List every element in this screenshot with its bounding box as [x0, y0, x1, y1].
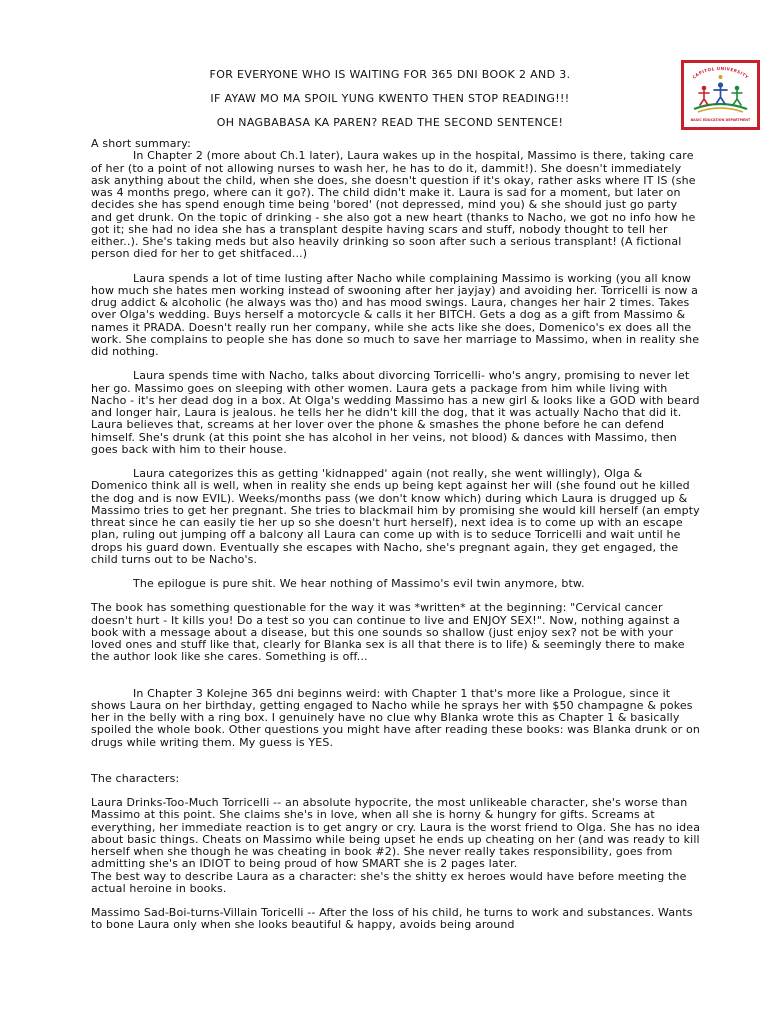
characters-heading: The characters: [91, 771, 180, 785]
paragraph-kidnapped: Laura categorizes this as getting 'kidnapped' again (not really, she went willingly), Olga & Domenico think all is well, when in reality she ends up being kept against her will (she found out he killed the dog and is now EVIL). Weeks/months pass (we don't know which) during which Laura is drugged up & Massimo tries to get her pregnant. She tries to blackmail him by promising she would kill herself (an empty threat since he can easily tie her up so she doesn't hurt herself), next idea is to come up with an escape plan, ruling out jumping off a balcony all Laura can come up with is to seduce Torricelli and wait until he drops his guard down. Eventually she escapes with Nacho, she's pregnant again, they get engaged, the child turns out to be Nacho's. [91, 467, 700, 566]
header-line-1: FOR EVERYONE WHO IS WAITING FOR 365 DNI BOOK 2 AND 3. [209, 68, 571, 81]
document-body [91, 138, 701, 932]
logo-top-text: CAPITOL UNIVERSITY [691, 65, 750, 80]
school-logo-graphic [684, 63, 757, 127]
summary-heading: A short summary: [91, 137, 191, 150]
paragraph-epilogue: The epilogue is pure shit. We hear nothing of Massimo's evil twin anymore, btw. [133, 577, 585, 590]
paragraph-cervical-cancer: The book has something questionable for the way it was *written* at the beginning: "Cervical cancer doesn't hurt - It kills you! Do a test so you can continue to live and ENJOY SEX!". Now, nothing against a book with a message about a disease, but this one sounds so shallow (just enjoy sex? not be with your loved ones and stuff like that, clearly for Blanka sex is all that there is to life) & seemingly there to make the author look like she cares. Something is off... [91, 601, 685, 664]
paragraph-lusting-nacho: Laura spends a lot of time lusting after Nacho while complaining Massimo is working (you all know how much she hates men working instead of swooning after her jayjay) and avoiding her. Torricelli is now a drug addict & alcoholic (he always was tho) and has mood swings. Laura, changes her hair 2 times. Takes over Olga's wedding. Buys herself a motorcycle & calls it her BITCH. Gets a dog as a gift from Massimo & names it PRADA. Doesn't really run her company, while she acts like she does, Domenico's ex does all the work. She complains to people she has done so much to save her marriage to Massimo, when in reality she did nothing. [91, 271, 700, 358]
paragraph-laura-summary: The best way to describe Laura as a character: she's the shitty ex heroes would have before meeting the actual heroine in books. [91, 869, 687, 895]
paragraph-chapter3: In Chapter 3 Kolejne 365 dni beginns weird: with Chapter 1 that's more like a Prologue, since it shows Laura on her birthday, getting engaged to Nacho while he sprays her with $50 champagne & pokes her in the belly with a ring box. I genuinely have no clue why Blanka wrote this as Chapter 1 & basically spoiled the whole book. Other questions you might have after reading these books: was Blanka drunk or on drugs while writing them. My guess is YES. [91, 686, 701, 749]
header-line-3: OH NAGBABASA KA PAREN? READ THE SECOND SENTENCE! [216, 116, 564, 129]
paragraph-divorce: Laura spends time with Nacho, talks about divorcing Torricelli- who's angry, promising to never let her go. Massimo goes on sleeping with other women. Laura gets a package from him while living with Nacho - it's her dead dog in a box. At Olga's wedding Massimo has a new girl & looks like a GOD with beard and longer hair, Laura is jealous. he tells her he didn't kill the dog, that it was actually Nacho that did it. Laura believes that, screams at her lover over the phone & smashes the phone before he can defend himself. She's drunk (at this point she has alcohol in her veins, not blood) & dances with Massimo, then goes back with him to their house. [91, 369, 700, 456]
header-line-2: IF AYAW MO MA SPOIL YUNG KWENTO THEN STOP READING!!! [210, 92, 570, 105]
paragraph-chapter2-hospital: In Chapter 2 (more about Ch.1 later), Laura wakes up in the hospital, Massimo is there, taking care of her (to a point of not allowing nurses to wash her, he has to do it, dammit!). She doesn't immediately ask anything about the child, when she does, she doesn't question if it's okay, rather asks where IT IS (she was 4 months prego, where can it go?). The child didn't make it. Laura is sad for a moment, but later on decides she has spend enough time being 'bored' (not depressed, mind you) & she should just go party and get drunk. On the topic of drinking - she also got a new heart (thanks to Nacho, we got no info how he got it; she had no idea she has a transplant despite having scars and stuff, nobody thought to tell her either..). She's taking meds but also heavily drinking so soon after such a serious transplant! (A fictional person died for her to get shitfaced...) [91, 149, 696, 261]
paragraph-massimo-character: Massimo Sad-Boi-turns-Villain Toricelli -- After the loss of his child, he turns to work and substances. Wants to bone Laura only when she looks beautiful & happy, avoids being around [91, 906, 693, 932]
logo-bottom-text: BASIC EDUCATION DEPARTMENT [690, 118, 751, 122]
paragraph-laura-character: Laura Drinks-Too-Much Torricelli -- an absolute hypocrite, the most unlikeable character, she's worse than Massimo at this point. She claims she's in love, when all she is horny & hungry for gifts. Screams at everything, her immediate reaction is to get angry or cry. Laura is the worst friend to Olga. She has no idea about basic things. Cheats on Massimo while being upset he ends up cheating on her (and was ready to kill herself when she though he was cheating in book #2). She never really takes responsibility, goes from admitting she's an IDIOT to being proud of how SMART she is 2 pages later. [91, 796, 701, 871]
school-logo [681, 60, 760, 130]
document-header [110, 68, 670, 140]
